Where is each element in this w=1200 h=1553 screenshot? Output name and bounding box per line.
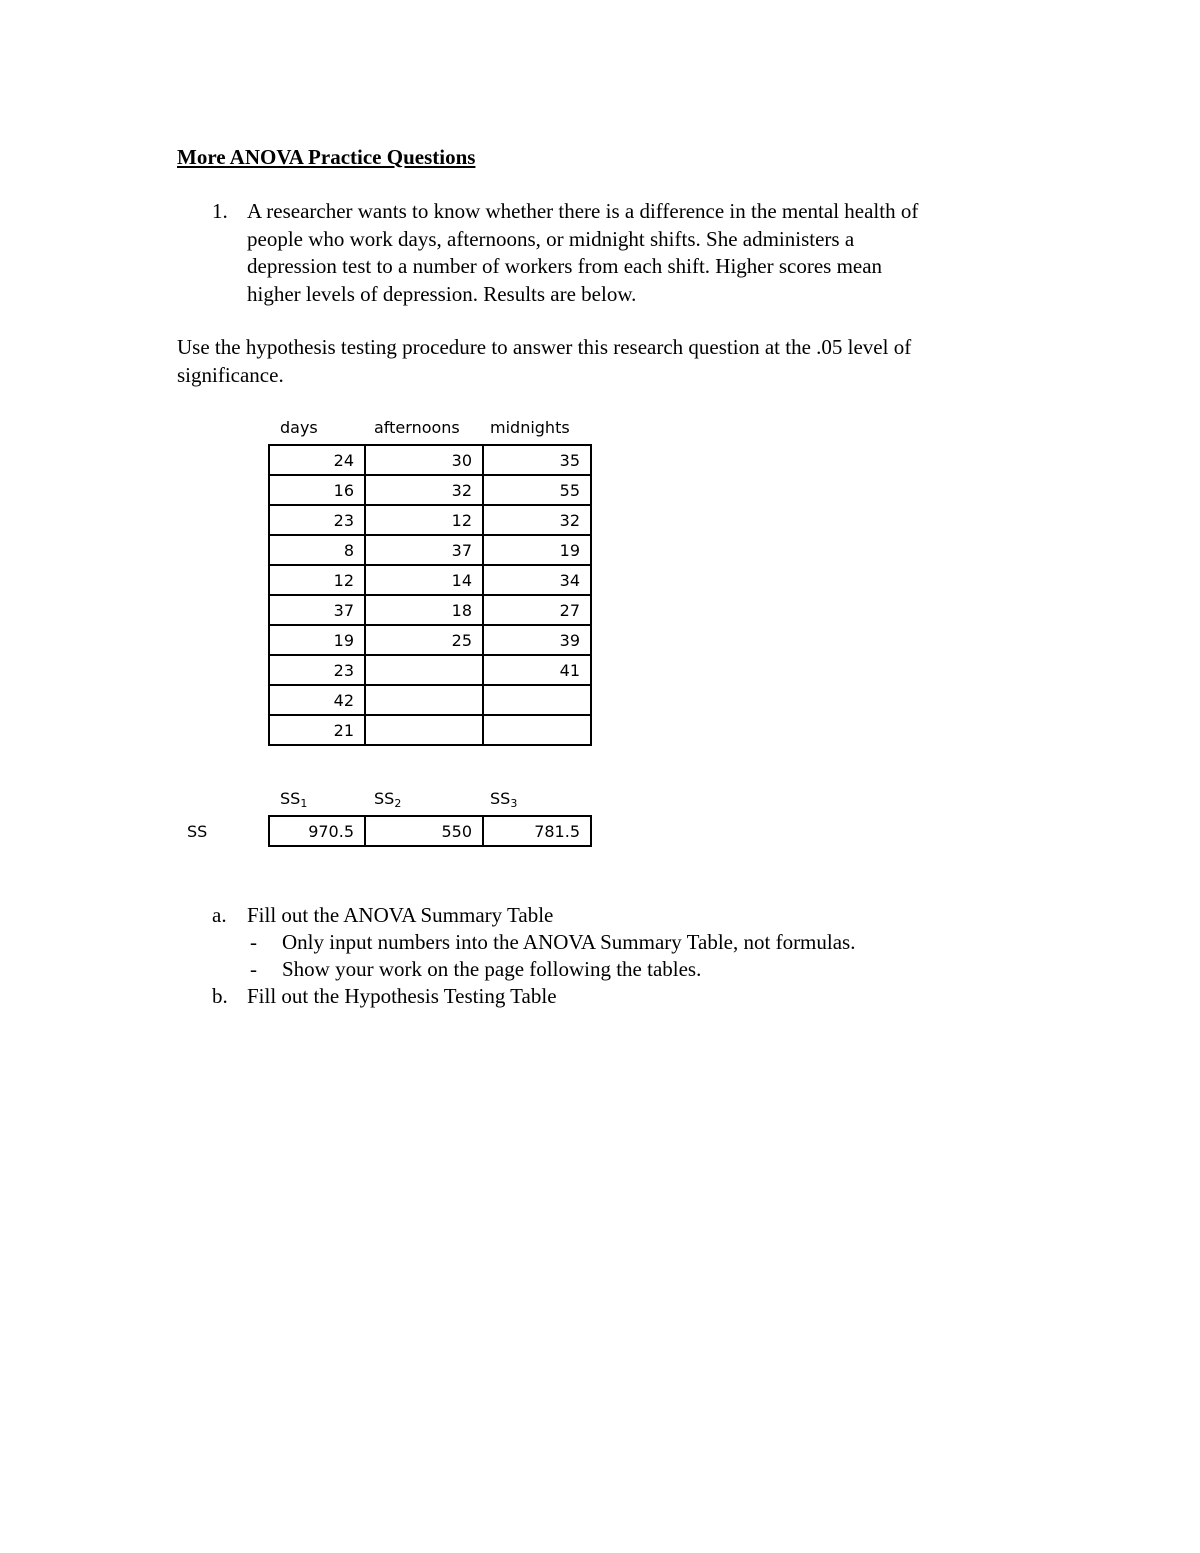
table-cell: 55 — [483, 475, 591, 505]
question-line: higher levels of depression. Results are below. — [247, 281, 637, 306]
table-cell: 12 — [365, 505, 483, 535]
table-row — [269, 475, 591, 505]
table-cell — [365, 655, 483, 685]
table-cell: 8 — [269, 535, 365, 565]
task-a-marker: a. — [212, 903, 227, 927]
instruction-line: Use the hypothesis testing procedure to answer this research question at the .05 level of — [177, 335, 912, 359]
table-cell — [483, 715, 591, 745]
ss-header-sub: 1 — [300, 797, 308, 810]
table-cell: 39 — [483, 625, 591, 655]
table-row — [269, 565, 591, 595]
shift-data-table — [268, 444, 592, 746]
table-cell: 21 — [269, 715, 365, 745]
task-b-marker: b. — [212, 984, 228, 1008]
task-b-text: Fill out the Hypothesis Testing Table — [247, 984, 557, 1008]
table-cell: 16 — [269, 475, 365, 505]
table-cell: 25 — [365, 625, 483, 655]
table-cell: 37 — [269, 595, 365, 625]
ss-header-base: SS — [374, 789, 395, 808]
task-bullet-marker: - — [250, 930, 257, 954]
column-header-days: days — [280, 418, 318, 437]
ss-header-base: SS — [280, 789, 301, 808]
ss-header-sub: 3 — [510, 797, 518, 810]
table-cell: 19 — [269, 625, 365, 655]
page-title: More ANOVA Practice Questions — [177, 145, 476, 169]
table-row — [269, 535, 591, 565]
ss-table — [268, 815, 592, 847]
instruction-text — [177, 334, 1037, 389]
ss-row — [269, 816, 591, 846]
table-cell: 14 — [365, 565, 483, 595]
table-cell: 30 — [365, 445, 483, 475]
ss-value-1: 970.5 — [269, 816, 365, 846]
question-number: 1. — [212, 199, 228, 223]
ss-value-2: 550 — [365, 816, 483, 846]
table-row — [269, 685, 591, 715]
ss-header-base: SS — [490, 789, 511, 808]
table-cell: 41 — [483, 655, 591, 685]
ss-header-sub: 2 — [394, 797, 402, 810]
table-cell: 32 — [365, 475, 483, 505]
table-cell: 35 — [483, 445, 591, 475]
table-row — [269, 625, 591, 655]
table-cell — [365, 685, 483, 715]
table-cell — [365, 715, 483, 745]
table-cell: 18 — [365, 595, 483, 625]
table-cell: 24 — [269, 445, 365, 475]
table-cell: 32 — [483, 505, 591, 535]
table-cell: 34 — [483, 565, 591, 595]
table-cell: 19 — [483, 535, 591, 565]
ss-header-1 — [280, 789, 307, 810]
table-cell: 42 — [269, 685, 365, 715]
table-cell: 23 — [269, 505, 365, 535]
task-bullet-1: Only input numbers into the ANOVA Summary Table, not formulas. — [282, 930, 856, 954]
task-bullet-2: Show your work on the page following the tables. — [282, 957, 702, 981]
table-cell: 12 — [269, 565, 365, 595]
question-line: A researcher wants to know whether there is a difference in the mental health of — [247, 199, 919, 223]
instruction-line: significance. — [177, 362, 284, 387]
table-row — [269, 445, 591, 475]
table-cell: 23 — [269, 655, 365, 685]
table-row — [269, 655, 591, 685]
table-cell: 27 — [483, 595, 591, 625]
question-line: people who work days, afternoons, or midnight shifts. She administers a — [247, 226, 855, 251]
ss-header-3 — [490, 789, 517, 810]
task-bullet-marker: - — [250, 957, 257, 981]
ss-header-2 — [374, 789, 401, 810]
question-text — [247, 198, 1047, 308]
task-a-text: Fill out the ANOVA Summary Table — [247, 903, 554, 927]
table-row — [269, 715, 591, 745]
ss-value-3: 781.5 — [483, 816, 591, 846]
table-row — [269, 595, 591, 625]
question-line: depression test to a number of workers from each shift. Higher scores mean — [247, 254, 883, 278]
table-row — [269, 505, 591, 535]
column-header-afternoons: afternoons — [374, 418, 460, 437]
table-cell — [483, 685, 591, 715]
ss-row-label: SS — [187, 822, 208, 841]
table-cell: 37 — [365, 535, 483, 565]
column-header-midnights: midnights — [490, 418, 570, 437]
